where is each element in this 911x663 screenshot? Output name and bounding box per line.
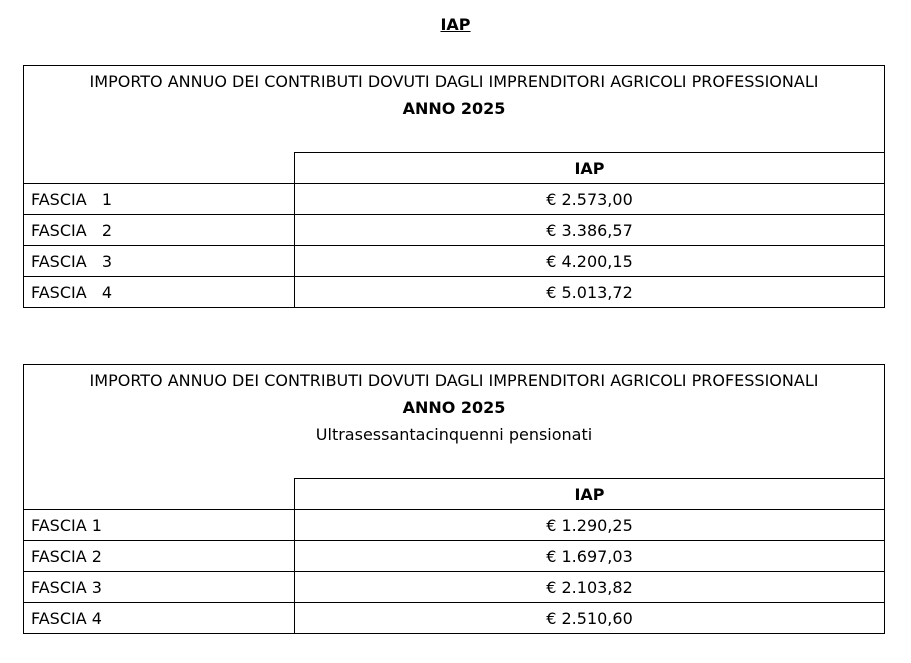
table-row xyxy=(24,246,885,277)
contributions-table-pensioners xyxy=(23,364,885,634)
table-row xyxy=(24,215,885,246)
row-value: € 4.200,15 xyxy=(295,246,885,277)
row-value: € 5.013,72 xyxy=(295,277,885,308)
table-subtitle: Ultrasessantacinquenni pensionati xyxy=(315,425,593,444)
row-label: FASCIA 2 xyxy=(24,215,295,246)
row-label: FASCIA 3 xyxy=(24,572,295,603)
table-row xyxy=(24,572,885,603)
page-title: IAP xyxy=(440,15,471,34)
empty-header-cell xyxy=(24,479,295,510)
row-label: FASCIA 4 xyxy=(24,603,295,634)
table-header xyxy=(24,365,885,479)
row-label: FASCIA 2 xyxy=(24,541,295,572)
contributions-table-standard xyxy=(23,65,885,308)
table-row xyxy=(24,541,885,572)
empty-header-cell xyxy=(24,153,295,184)
table-header xyxy=(24,66,885,153)
table-title: IMPORTO ANNUO DEI CONTRIBUTI DOVUTI DAGLI IMPRENDITORI AGRICOLI PROFESSIONALI xyxy=(89,371,819,390)
column-header-iap: IAP xyxy=(295,153,885,184)
row-label: FASCIA 4 xyxy=(24,277,295,308)
table-row xyxy=(24,603,885,634)
row-label: FASCIA 1 xyxy=(24,510,295,541)
row-value: € 1.290,25 xyxy=(295,510,885,541)
row-value: € 3.386,57 xyxy=(295,215,885,246)
table-year: ANNO 2025 xyxy=(402,398,506,417)
table-row xyxy=(24,277,885,308)
row-value: € 2.103,82 xyxy=(295,572,885,603)
row-value: € 2.510,60 xyxy=(295,603,885,634)
table-title: IMPORTO ANNUO DEI CONTRIBUTI DOVUTI DAGLI IMPRENDITORI AGRICOLI PROFESSIONALI xyxy=(89,72,819,91)
row-value: € 1.697,03 xyxy=(295,541,885,572)
table-row xyxy=(24,184,885,215)
row-label: FASCIA 1 xyxy=(24,184,295,215)
row-value: € 2.573,00 xyxy=(295,184,885,215)
table-row xyxy=(24,510,885,541)
column-header-iap: IAP xyxy=(295,479,885,510)
row-label: FASCIA 3 xyxy=(24,246,295,277)
table-year: ANNO 2025 xyxy=(402,99,506,118)
